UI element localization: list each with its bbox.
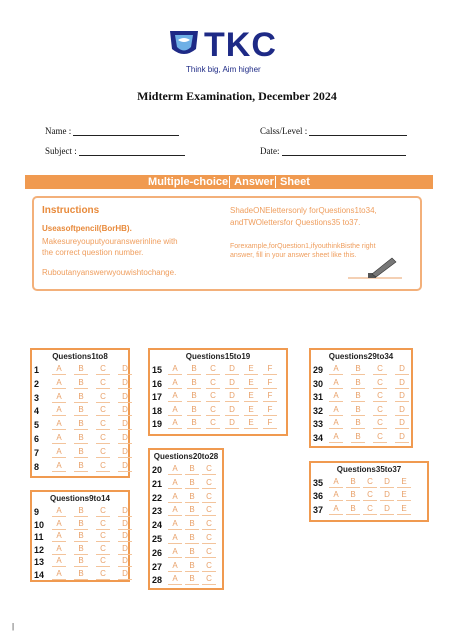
answer-bubble-c[interactable]: C xyxy=(373,405,387,416)
brand-name: TKC xyxy=(204,26,277,64)
answer-bubble-a[interactable]: A xyxy=(329,490,343,501)
answer-bubble-c[interactable]: C xyxy=(363,504,377,515)
answer-bubble-d[interactable]: D xyxy=(380,504,394,515)
question-number: 36 xyxy=(313,491,324,502)
name-label: Name : xyxy=(45,126,72,136)
question-row xyxy=(32,556,128,569)
answer-bubble-d[interactable]: D xyxy=(225,378,239,389)
question-number: 4 xyxy=(34,406,40,417)
question-row xyxy=(150,405,286,418)
block-title: Questions9to14 xyxy=(49,494,110,503)
answer-bubble-a[interactable]: A xyxy=(168,364,182,375)
question-number: 12 xyxy=(34,544,45,555)
answer-bubble-a[interactable]: A xyxy=(52,544,66,555)
answer-block-q9-14 xyxy=(30,490,130,582)
answer-block-q20-28 xyxy=(148,448,224,590)
question-row xyxy=(32,364,128,377)
question-row xyxy=(150,574,222,587)
question-row xyxy=(32,433,128,446)
question-row xyxy=(32,519,128,532)
question-number: 26 xyxy=(152,547,163,558)
answer-bubble-c[interactable]: C xyxy=(202,547,216,558)
question-row xyxy=(150,391,286,404)
answer-bubble-b[interactable]: B xyxy=(346,477,360,488)
question-number: 25 xyxy=(152,534,163,544)
answer-bubble-d[interactable]: D xyxy=(118,461,132,472)
answer-block-q1-8 xyxy=(30,348,130,478)
answer-bubble-a[interactable]: A xyxy=(168,378,182,389)
answer-bubble-b[interactable]: B xyxy=(351,391,365,402)
answer-bubble-a[interactable]: A xyxy=(52,461,66,472)
answer-bubble-c[interactable]: C xyxy=(202,561,216,572)
block-title: Questions15to19 xyxy=(185,352,251,361)
answer-bubble-c[interactable]: C xyxy=(96,392,110,403)
answer-bubble-b[interactable]: B xyxy=(74,378,88,389)
answer-bubble-a[interactable]: A xyxy=(329,504,343,515)
shade-rule-1: ShadeONElettersonly forQuestions1to34, xyxy=(230,206,377,215)
answer-bubble-a[interactable]: A xyxy=(168,574,182,585)
answer-bubble-b[interactable]: B xyxy=(346,490,360,501)
block-title: Questions29to34 xyxy=(328,352,394,361)
answer-bubble-c[interactable]: C xyxy=(373,418,387,429)
class-label: Calss/Level : xyxy=(260,126,308,136)
answer-bubble-b[interactable]: B xyxy=(187,364,201,375)
answer-bubble-c[interactable]: C xyxy=(96,544,110,555)
answer-bubble-b[interactable]: B xyxy=(351,405,365,416)
answer-bubble-c[interactable]: C xyxy=(206,378,220,389)
answer-bubble-c[interactable]: C xyxy=(206,391,220,402)
answer-bubble-d[interactable]: D xyxy=(225,405,239,416)
question-number: 7 xyxy=(34,447,40,458)
rub-out-note: Ruboutanyanswerwyouwishtochange. xyxy=(42,268,177,277)
answer-bubble-b[interactable]: B xyxy=(74,506,88,517)
answer-bubble-c[interactable]: C xyxy=(202,574,216,585)
answer-bubble-a[interactable]: A xyxy=(168,405,182,416)
answer-block-q29-34 xyxy=(309,348,413,448)
shade-rule-2: andTWOlettersfor Questions35 to37. xyxy=(230,218,361,227)
answer-bubble-d[interactable]: D xyxy=(118,519,132,530)
answer-bubble-b[interactable]: B xyxy=(185,464,199,475)
answer-bubble-c[interactable]: C xyxy=(202,478,216,489)
answer-bubble-b[interactable]: B xyxy=(351,378,365,389)
shield-icon xyxy=(166,27,202,61)
answer-bubble-a[interactable]: A xyxy=(168,391,182,402)
answer-bubble-c[interactable]: C xyxy=(96,556,110,567)
subject-label: Subject : xyxy=(45,146,77,156)
answer-bubble-b[interactable]: B xyxy=(74,419,88,430)
answer-bubble-a[interactable]: A xyxy=(168,561,182,572)
answer-bubble-d[interactable]: D xyxy=(118,544,132,555)
section-bar xyxy=(25,175,433,189)
question-number: 14 xyxy=(34,570,45,580)
question-number: 3 xyxy=(34,392,40,403)
question-row xyxy=(32,531,128,544)
question-row xyxy=(32,544,128,557)
question-number: 16 xyxy=(152,378,163,389)
answer-bubble-a[interactable]: A xyxy=(52,405,66,416)
answer-bubble-e[interactable]: E xyxy=(244,418,258,429)
answer-bubble-f[interactable]: F xyxy=(263,391,277,402)
answer-bubble-c[interactable]: C xyxy=(96,405,110,416)
answer-bubble-c[interactable]: C xyxy=(373,391,387,402)
question-row xyxy=(311,504,427,517)
answer-bubble-d[interactable]: D xyxy=(118,531,132,542)
answer-bubble-f[interactable]: F xyxy=(263,364,277,375)
answer-bubble-c[interactable]: C xyxy=(206,405,220,416)
question-row xyxy=(311,477,427,490)
answer-bubble-a[interactable]: A xyxy=(168,505,182,516)
question-row xyxy=(150,418,286,431)
answer-bubble-b[interactable]: B xyxy=(185,478,199,489)
question-number: 28 xyxy=(152,575,163,586)
answer-bubble-b[interactable]: B xyxy=(185,533,199,544)
question-number: 29 xyxy=(313,365,324,375)
answer-bubble-e[interactable]: E xyxy=(244,364,258,375)
question-number: 37 xyxy=(313,504,324,515)
answer-bubble-b[interactable]: B xyxy=(74,405,88,416)
page-mark: | xyxy=(12,622,15,631)
answer-bubble-b[interactable]: B xyxy=(185,561,199,572)
answer-bubble-a[interactable]: A xyxy=(329,405,343,416)
answer-bubble-e[interactable]: E xyxy=(397,477,411,488)
answer-bubble-b[interactable]: B xyxy=(74,544,88,555)
bar-word-3: Sheet xyxy=(279,176,310,188)
question-row xyxy=(150,533,222,546)
question-number: 27 xyxy=(152,561,163,572)
answer-bubble-d[interactable]: D xyxy=(118,506,132,517)
answer-bubble-d[interactable]: D xyxy=(118,433,132,444)
answer-bubble-c[interactable]: C xyxy=(373,364,387,375)
question-number: 17 xyxy=(152,392,163,403)
question-number: 10 xyxy=(34,519,45,530)
answer-bubble-d[interactable]: D xyxy=(118,405,132,416)
question-number: 15 xyxy=(152,365,163,375)
answer-bubble-c[interactable]: C xyxy=(96,433,110,444)
question-number: 2 xyxy=(34,378,40,389)
answer-bubble-a[interactable]: A xyxy=(52,519,66,530)
answer-block-q35-37 xyxy=(309,461,429,522)
question-row xyxy=(150,561,222,574)
question-number: 5 xyxy=(34,420,40,431)
answer-bubble-b[interactable]: B xyxy=(74,461,88,472)
answer-bubble-c[interactable]: C xyxy=(202,519,216,530)
pencil-example-icon xyxy=(346,256,404,282)
answer-bubble-d[interactable]: D xyxy=(225,418,239,429)
answer-bubble-d[interactable]: D xyxy=(395,432,409,443)
answer-bubble-a[interactable]: A xyxy=(52,419,66,430)
question-number: 35 xyxy=(313,478,324,488)
tagline: Think big, Aim higher xyxy=(186,65,261,74)
answer-bubble-c[interactable]: C xyxy=(96,506,110,517)
answer-bubble-d[interactable]: D xyxy=(395,405,409,416)
answer-bubble-b[interactable]: B xyxy=(185,505,199,516)
answer-bubble-b[interactable]: B xyxy=(74,433,88,444)
answer-bubble-b[interactable]: B xyxy=(185,519,199,530)
answer-bubble-a[interactable]: A xyxy=(329,364,343,375)
answer-bubble-a[interactable]: A xyxy=(329,418,343,429)
answer-bubble-b[interactable]: B xyxy=(185,547,199,558)
answer-bubble-c[interactable]: C xyxy=(96,569,110,580)
answer-bubble-d[interactable]: D xyxy=(118,392,132,403)
answer-bubble-a[interactable]: A xyxy=(52,556,66,567)
question-row xyxy=(32,392,128,405)
instruction-line-1: Makesureyouputyouranswerinline with xyxy=(42,237,178,246)
answer-bubble-b[interactable]: B xyxy=(74,531,88,542)
question-number: 24 xyxy=(152,520,163,531)
example-line-1: Forexample,forQuestion1,ifyouthinkBisthe right xyxy=(230,243,376,250)
example-line-2: answer, fill in your answer sheet like this. xyxy=(230,252,357,259)
answer-bubble-a[interactable]: A xyxy=(52,531,66,542)
question-row xyxy=(32,378,128,391)
answer-block-q15-19 xyxy=(148,348,288,436)
question-row xyxy=(150,492,222,505)
question-row xyxy=(311,378,411,391)
question-number: 34 xyxy=(313,433,324,443)
question-row xyxy=(32,405,128,418)
answer-bubble-d[interactable]: D xyxy=(395,418,409,429)
answer-bubble-e[interactable]: E xyxy=(397,490,411,501)
answer-bubble-b[interactable]: B xyxy=(351,364,365,375)
answer-bubble-c[interactable]: C xyxy=(96,364,110,375)
answer-bubble-a[interactable]: A xyxy=(52,378,66,389)
answer-bubble-c[interactable]: C xyxy=(96,519,110,530)
answer-bubble-a[interactable]: A xyxy=(52,364,66,375)
question-row xyxy=(311,405,411,418)
question-number: 6 xyxy=(34,434,40,444)
answer-bubble-b[interactable]: B xyxy=(74,569,88,580)
question-row xyxy=(150,519,222,532)
answer-bubble-b[interactable]: B xyxy=(185,574,199,585)
answer-bubble-a[interactable]: A xyxy=(168,533,182,544)
answer-bubble-b[interactable]: B xyxy=(187,405,201,416)
answer-bubble-a[interactable]: A xyxy=(329,391,343,402)
answer-bubble-b[interactable]: B xyxy=(74,447,88,458)
block-title: Questions1to8 xyxy=(52,352,108,361)
answer-bubble-a[interactable]: A xyxy=(52,506,66,517)
answer-bubble-b[interactable]: B xyxy=(74,392,88,403)
question-number: 13 xyxy=(34,557,45,568)
question-number: 1 xyxy=(34,365,40,375)
answer-bubble-a[interactable]: A xyxy=(168,464,182,475)
answer-bubble-f[interactable]: F xyxy=(263,405,277,416)
answer-bubble-a[interactable]: A xyxy=(52,392,66,403)
answer-bubble-c[interactable]: C xyxy=(96,378,110,389)
instructions-box xyxy=(32,196,422,291)
block-title: Questions20to28 xyxy=(153,452,219,461)
question-row xyxy=(150,464,222,477)
answer-bubble-d[interactable]: D xyxy=(225,391,239,402)
date-label: Date: xyxy=(260,146,280,156)
answer-bubble-d[interactable]: D xyxy=(118,569,132,580)
exam-title: Midterm Examination, December 2024 xyxy=(137,89,337,103)
question-row xyxy=(150,478,222,491)
answer-bubble-b[interactable]: B xyxy=(346,504,360,515)
answer-bubble-c[interactable]: C xyxy=(206,418,220,429)
answer-bubble-a[interactable]: A xyxy=(168,478,182,489)
pencil-note: Useasoftpencil(BorHB). xyxy=(42,224,132,233)
answer-bubble-b[interactable]: B xyxy=(351,418,365,429)
bar-word-2: Answer xyxy=(234,176,274,188)
question-number: 22 xyxy=(152,492,163,503)
answer-bubble-b[interactable]: B xyxy=(74,364,88,375)
date-field[interactable] xyxy=(260,146,406,156)
answer-bubble-d[interactable]: D xyxy=(118,378,132,389)
name-field[interactable] xyxy=(45,126,179,136)
question-row xyxy=(311,432,411,445)
question-number: 31 xyxy=(313,392,324,403)
question-number: 18 xyxy=(152,405,163,416)
question-number: 19 xyxy=(152,419,163,430)
question-row xyxy=(150,364,286,377)
instruction-line-2: the correct question number. xyxy=(42,248,144,257)
answer-bubble-d[interactable]: D xyxy=(118,364,132,375)
answer-bubble-d[interactable]: D xyxy=(395,364,409,375)
question-number: 21 xyxy=(152,478,163,489)
question-row xyxy=(150,547,222,560)
answer-bubble-b[interactable]: B xyxy=(74,519,88,530)
answer-bubble-e[interactable]: E xyxy=(397,504,411,515)
question-row xyxy=(311,490,427,503)
answer-bubble-c[interactable]: C xyxy=(96,419,110,430)
question-number: 9 xyxy=(34,507,40,517)
answer-bubble-c[interactable]: C xyxy=(373,432,387,443)
answer-bubble-c[interactable]: C xyxy=(202,492,216,503)
answer-bubble-c[interactable]: C xyxy=(202,464,216,475)
answer-bubble-a[interactable]: A xyxy=(168,547,182,558)
answer-bubble-a[interactable]: A xyxy=(329,477,343,488)
answer-bubble-d[interactable]: D xyxy=(118,419,132,430)
answer-bubble-e[interactable]: E xyxy=(244,405,258,416)
answer-bubble-c[interactable]: C xyxy=(96,531,110,542)
question-number: 30 xyxy=(313,378,324,389)
answer-bubble-d[interactable]: D xyxy=(380,477,394,488)
answer-bubble-d[interactable]: D xyxy=(395,378,409,389)
answer-bubble-d[interactable]: D xyxy=(118,556,132,567)
answer-bubble-d[interactable]: D xyxy=(395,391,409,402)
answer-bubble-c[interactable]: C xyxy=(96,461,110,472)
class-field[interactable] xyxy=(260,126,407,136)
answer-bubble-c[interactable]: C xyxy=(363,477,377,488)
question-row xyxy=(32,447,128,460)
answer-bubble-f[interactable]: F xyxy=(263,378,277,389)
answer-bubble-a[interactable]: A xyxy=(52,569,66,580)
answer-bubble-b[interactable]: B xyxy=(351,432,365,443)
question-row xyxy=(32,419,128,432)
answer-bubble-a[interactable]: A xyxy=(168,418,182,429)
answer-bubble-b[interactable]: B xyxy=(185,492,199,503)
question-row xyxy=(32,569,128,582)
answer-bubble-a[interactable]: A xyxy=(168,492,182,503)
answer-bubble-b[interactable]: B xyxy=(187,391,201,402)
answer-bubble-c[interactable]: C xyxy=(206,364,220,375)
answer-bubble-c[interactable]: C xyxy=(96,447,110,458)
question-number: 11 xyxy=(34,532,44,543)
question-number: 20 xyxy=(152,465,163,475)
answer-bubble-a[interactable]: A xyxy=(329,432,343,443)
question-number: 8 xyxy=(34,461,40,472)
question-number: 32 xyxy=(313,405,324,416)
answer-bubble-c[interactable]: C xyxy=(373,378,387,389)
question-number: 23 xyxy=(152,506,163,517)
bar-word-1: Multiple-choice xyxy=(148,176,229,188)
block-title: Questions35to37 xyxy=(336,465,402,474)
question-row xyxy=(311,364,411,377)
question-row xyxy=(311,391,411,404)
answer-bubble-a[interactable]: A xyxy=(168,519,182,530)
subject-field[interactable] xyxy=(45,146,185,156)
question-row xyxy=(32,461,128,474)
answer-bubble-b[interactable]: B xyxy=(187,378,201,389)
answer-bubble-d[interactable]: D xyxy=(225,364,239,375)
question-row xyxy=(150,505,222,518)
question-row xyxy=(32,506,128,519)
answer-bubble-a[interactable]: A xyxy=(52,433,66,444)
answer-bubble-c[interactable]: C xyxy=(202,505,216,516)
answer-bubble-e[interactable]: E xyxy=(244,391,258,402)
answer-bubble-f[interactable]: F xyxy=(263,418,277,429)
question-row xyxy=(311,418,411,431)
answer-bubble-b[interactable]: B xyxy=(74,556,88,567)
answer-bubble-c[interactable]: C xyxy=(202,533,216,544)
question-number: 33 xyxy=(313,419,324,430)
answer-bubble-e[interactable]: E xyxy=(244,378,258,389)
answer-bubble-a[interactable]: A xyxy=(329,378,343,389)
answer-bubble-b[interactable]: B xyxy=(187,418,201,429)
question-row xyxy=(150,378,286,391)
instructions-heading: Instructions xyxy=(42,205,100,216)
answer-bubble-d[interactable]: D xyxy=(380,490,394,501)
answer-bubble-d[interactable]: D xyxy=(118,447,132,458)
answer-bubble-a[interactable]: A xyxy=(52,447,66,458)
answer-bubble-c[interactable]: C xyxy=(363,490,377,501)
